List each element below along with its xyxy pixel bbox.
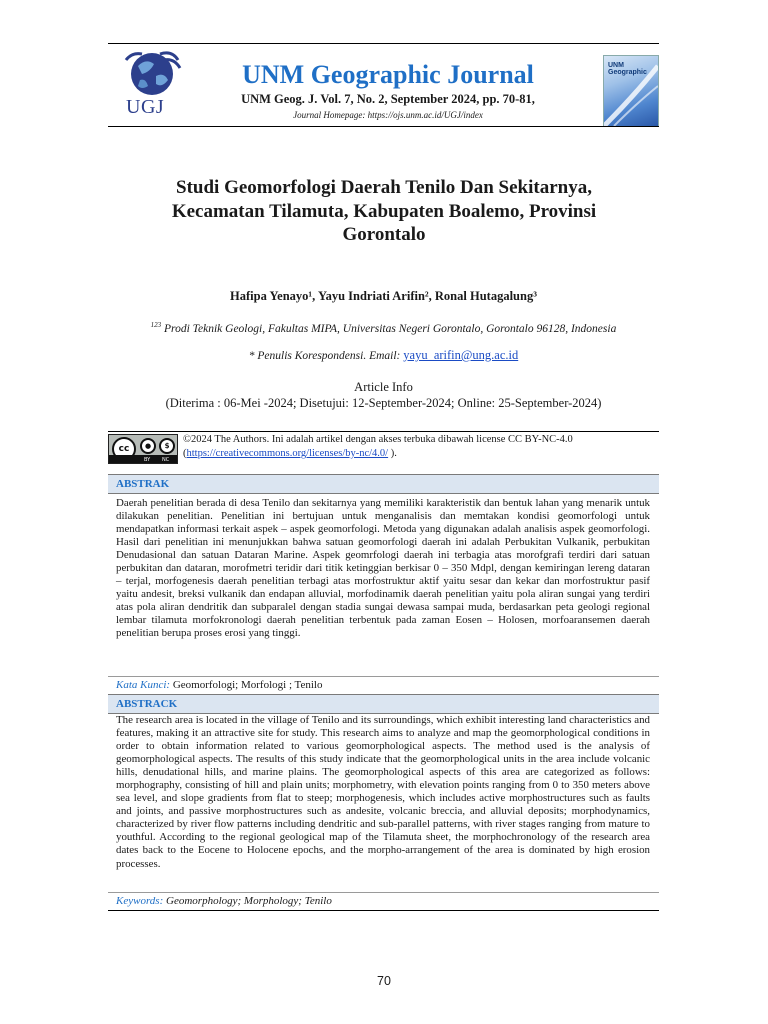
license-line-1: ©2024 The Authors. Ini adalah artikel dengan akses terbuka dibawah license CC BY-NC-4.0 — [183, 434, 573, 445]
header-bottom-rule — [108, 126, 659, 127]
cover-title: UNM Geographic — [608, 62, 647, 76]
license-line-2 — [183, 447, 663, 461]
paper-title — [118, 176, 650, 247]
cover-swoosh-icon — [604, 56, 658, 126]
page-number: 70 — [377, 974, 391, 988]
license-paren-close: ). — [388, 448, 397, 459]
abstract-body: The research area is located in the village of Tenilo and its surroundings, which exhibit interesting land characteristics and features, making it an attractive site for study. This research aims to analyze and map the geomorphological conditions in order to obtain information related to various geomorphological aspects. The method used is the analysis of geomorphological aspects. The results of this study indicate that the geomorphological units in the area include volcanic hills, denudational hills, and marine plains. The geomorphological aspects of this area are categorized as follows: morphography, consisting of hill and plain units; morphometry, with elevation points ranging from 0 to 350 meters above sea level, and slope gradients from flat to steep; morphogenesis, which includes active morphostructures such as faults and joints, and passive morphostructures such as andesite, volcanic breccia, and alluvial deposits; morphodynamics, characterized by river flow patterns including dendritic and sub-parallel patterns, with river stages ranging from mature to youthful. According to the regional geological map of the Tilamuta sheet, the morphochronology of the research area dates back to the Eocene to Holocene epochs, and the morpho-arrangement of the area is dominated by high erosion processes. — [116, 714, 650, 870]
keywords-line — [108, 892, 659, 910]
license-text — [183, 433, 663, 461]
abstrak-heading: ABSTRAK — [108, 474, 659, 494]
article-info-heading: Article Info — [354, 380, 413, 394]
cc-logo-icon: cc — [112, 437, 136, 461]
badge-by-label: BY — [144, 457, 151, 463]
journal-logo-text: UGJ — [126, 96, 165, 118]
title-line-1: Studi Geomorfologi Daerah Tenilo Dan Sekitarnya, — [176, 177, 592, 198]
affiliation-text: Prodi Teknik Geologi, Fakultas MIPA, Universitas Negeri Gorontalo, Gorontalo 96128, Indonesia — [161, 322, 617, 335]
journal-cover-thumbnail — [603, 55, 659, 127]
journal-volume-line: UNM Geog. J. Vol. 7, No. 2, September 2024, pp. 70-81, — [241, 92, 535, 106]
badge-nc-label: NC — [162, 457, 170, 463]
email-link[interactable]: yayu_arifin@ung.ac.id — [403, 348, 519, 362]
article-info-dates: (Diterima : 06-Mei -2024; Disetujui: 12-September-2024; Online: 25-September-2024) — [165, 396, 602, 410]
abstract-heading: ABSTRACK — [108, 694, 659, 714]
journal-homepage-line: Journal Homepage: https://ojs.unm.ac.id/UGJ/index — [293, 110, 483, 120]
abstract-bottom-rule — [108, 910, 659, 911]
kata-kunci-line — [108, 676, 659, 694]
correspondence-line — [108, 348, 659, 363]
kata-kunci-value: Geomorfologi; Morfologi ; Tenilo — [170, 679, 323, 691]
authors: Hafipa Yenayo¹, Yayu Indriati Arifin², Ronal Hutagalung³ — [230, 289, 537, 303]
header-top-rule — [108, 43, 659, 44]
title-line-2: Kecamatan Tilamuta, Kabupaten Boalemo, Provinsi — [171, 200, 597, 222]
cc-by-nc-license-icon — [108, 434, 178, 464]
title-line-3: Gorontalo — [342, 224, 426, 245]
kata-kunci-label: Kata Kunci: — [116, 679, 171, 691]
license-paren-open: ( — [183, 448, 187, 459]
correspondence-label: * Penulis Korespondensi. Email: — [248, 350, 404, 362]
affiliation-superscript: 123 — [150, 321, 162, 329]
journal-title: UNM Geographic Journal — [242, 60, 534, 89]
keywords-value: Geomorphology; Morphology; Tenilo — [163, 895, 332, 907]
attribution-person-icon: ● — [140, 438, 156, 454]
noncommercial-dollar-icon: $ — [159, 438, 175, 454]
affiliation — [108, 321, 659, 335]
license-top-rule — [108, 431, 659, 432]
license-link[interactable]: https://creativecommons.org/licenses/by-nc/4.0/ — [186, 448, 389, 459]
abstrak-body: Daerah penelitian berada di desa Tenilo dan sekitarnya yang memiliki karakteristik dan bentuk lahan yang menarik untuk dilakukan penelitian. Penelitian ini bertujuan untuk menganalisis dan memtakan kondisi geomorfologi untuk mendapatkan informasi terkait aspek – aspek geomorfologi. Metoda yang digunakan adalah analisis aspek geomorfologi. Hasil dari penelitian ini menunjukkan bahwa satuan geomorfologi daerah ini adalah Perbukitan Vulkanik, perbukitan Denudasional dan satuan Dataran Marine. Aspek geomrfologi daerah ini terbagia atas morofgrafi terdiri dari satuan perbukitan dan dataran, morofmetri teridir dari titik ketinggian berkisar 0 – 350 Mdpl, dengan kemiringan lereng dataran – terjal, morfogenesis daerah penelitian terbagi atas morfostruktur aktif yaitu sesar dan kekar dan morfostruktur pasif yaitu andesit, breksi vulkanik dan endapan alluvial, morfodinamik daerah penelitian yaitu pola aliran sungai yang terdiri atas pola aliran dendritik dan subparalel dengan stadia sungai dewasa sampai muda, berdasarkan peta geologi regional lembar tilamuta morfokronologi daerah penelitian terbentuk pada zaman Eosen – Holosen, morfoaransemen daerah penelitian berupa proses erosi yang tinggi. — [116, 497, 650, 640]
keywords-label: Keywords: — [116, 895, 164, 907]
